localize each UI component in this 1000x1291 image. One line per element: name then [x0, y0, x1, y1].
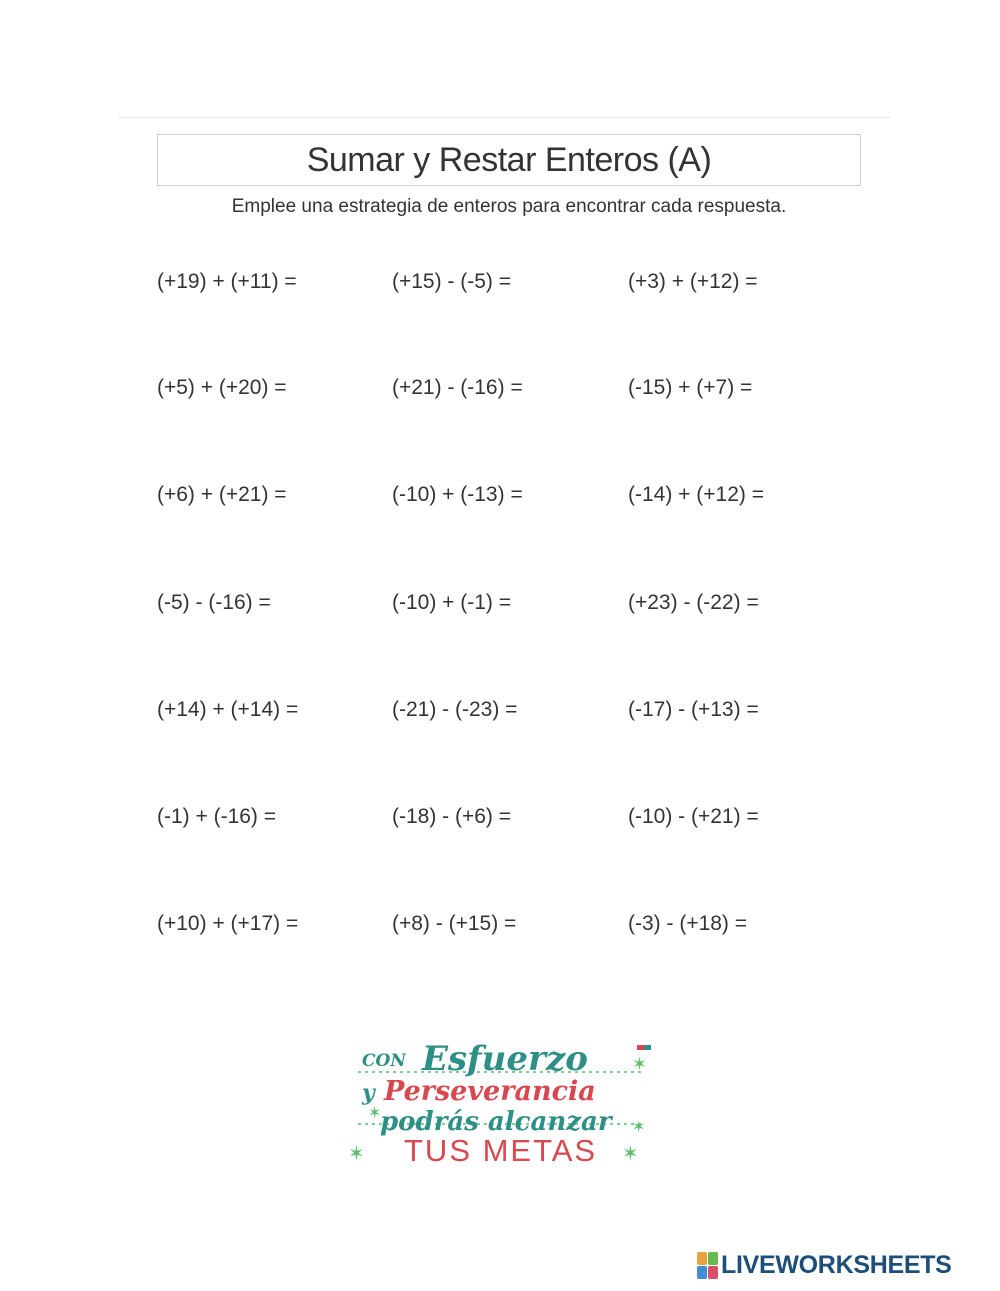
- problem-item: (+10) + (+17) =: [157, 912, 299, 935]
- star-icon: ✶: [632, 1119, 646, 1136]
- problem-item: (-18) - (+6) =: [392, 805, 512, 828]
- instructions: Emplee una estrategia de enteros para encontrar cada respuesta.: [231, 196, 787, 217]
- title-box: [157, 134, 861, 186]
- star-icon: ✶: [632, 1054, 648, 1074]
- lettering-line4: TUS METAS: [404, 1133, 598, 1168]
- problem-item: (+3) + (+12) =: [628, 270, 758, 293]
- problem-item: (-17) - (+13) =: [628, 698, 759, 721]
- problem-item: (+21) - (-16) =: [392, 376, 523, 399]
- liveworksheets-logo-icon: [697, 1252, 718, 1279]
- problem-item: (-10) - (+21) =: [628, 805, 759, 828]
- corner-mark: [644, 1045, 651, 1050]
- page-title: Sumar y Restar Enteros (A): [306, 140, 712, 179]
- logo-tile: [697, 1252, 707, 1265]
- problem-item: (-14) + (+12) =: [628, 483, 764, 506]
- logo-tile: [708, 1252, 718, 1265]
- logo-text: LIVEWORKSHEETS: [721, 1250, 952, 1279]
- problem-item: (+14) + (+14) =: [157, 698, 299, 721]
- lettering-line1-big: Esfuerzo: [422, 1040, 588, 1079]
- logo-tile: [697, 1266, 707, 1279]
- page-top-rule: [118, 117, 891, 118]
- problem-item: (+5) + (+20) =: [157, 376, 287, 399]
- problem-item: (+8) - (+15) =: [392, 912, 517, 935]
- problem-item: (-1) + (-16) =: [157, 805, 277, 828]
- motivational-lettering: [344, 1040, 670, 1168]
- problem-item: (-3) - (+18) =: [628, 912, 748, 935]
- lettering-line2-big: Perseverancia: [384, 1076, 596, 1107]
- star-icon: ✶: [348, 1143, 365, 1165]
- problem-item: (-10) + (-13) =: [392, 483, 523, 506]
- motivational-image: [344, 1040, 670, 1168]
- problem-item: (+19) + (+11) =: [157, 270, 297, 293]
- liveworksheets-logo: [697, 1250, 952, 1280]
- problem-item: (-10) + (-1) =: [392, 591, 512, 614]
- star-icon: ✶: [368, 1105, 382, 1122]
- star-icon: ✶: [622, 1143, 639, 1165]
- problem-item: (-15) + (+7) =: [628, 376, 753, 399]
- problem-item: (+6) + (+21) =: [157, 483, 287, 506]
- corner-mark: [637, 1045, 644, 1050]
- problem-item: (-21) - (-23) =: [392, 698, 518, 721]
- lettering-line1-small: CON: [362, 1051, 406, 1071]
- lettering-line3: podrás alcanzar: [380, 1107, 612, 1137]
- lettering-line2-small: y: [362, 1080, 375, 1106]
- problem-item: (+23) - (-22) =: [628, 591, 759, 614]
- problem-item: (-5) - (-16) =: [157, 591, 271, 614]
- logo-tile: [708, 1266, 718, 1279]
- problem-item: (+15) - (-5) =: [392, 270, 512, 293]
